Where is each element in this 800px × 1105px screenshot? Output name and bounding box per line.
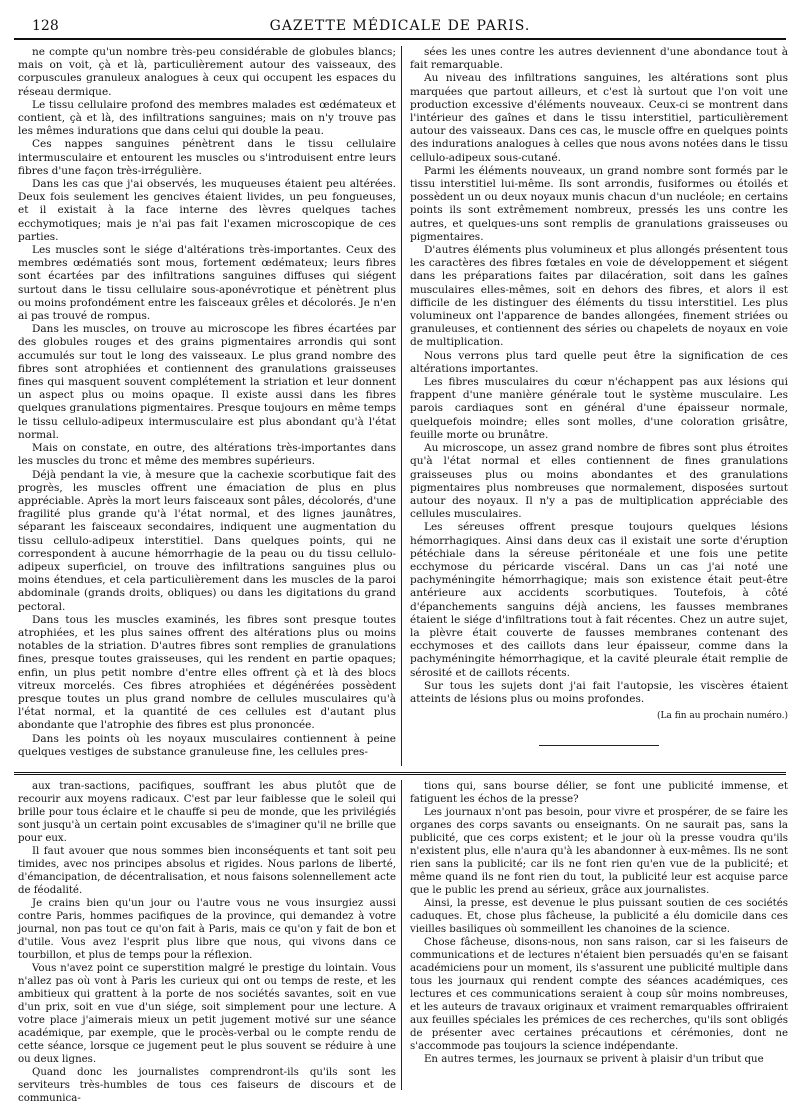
paragraph: Sur tous les sujets dont j'ai fait l'autopsie, les viscères étaient atteints de lésions plus ou moins profondes. — [410, 679, 788, 705]
paragraph: En autres termes, les journaux se privent à plaisir d'un tribut que — [424, 1054, 764, 1065]
paragraph: ne compte qu'un nombre très-peu considérable de globules blancs; mais on voit, çà et là, particulièrement autour des vaisseaux, des corpuscules granuleux analogues à ceux qui occupent les espaces du réseau dermique. — [18, 46, 396, 98]
feuilleton-right-column — [410, 780, 788, 1090]
paragraph: Nous verrons plus tard quelle peut être la signification de ces altérations importantes. — [410, 349, 788, 375]
paragraph: Dans les points où les noyaux musculaires contiennent à peine quelques vestiges de substance granuleuse fine, les cellules pres- — [18, 732, 396, 758]
paragraph: Chose fâcheuse, disons-nous, non sans raison, car si les faiseurs de communications et de lectures n'étaient bien persuadés qu'en se faisant académiciens pour un moment, ils s'assurent une publicité multiple dans tous les journaux qui rendent compte des séances académiques, ces lectures et ces communications seraient à coup sûr moins nombreuses, et les auteurs de travaux originaux et vraiment remarquables offriraient aux feuilles spéciales les prémices de ces recherches, qu'ils sont obligés de présenter avec certaines précautions et cérémonies, dont ne s'accommode pas toujours la science indépendante. — [410, 937, 788, 1052]
paragraph: Mais on constate, en outre, des altérations très-importantes dans les muscles du tronc et même des membres supérieurs. — [18, 442, 396, 468]
paragraph: Les journaux n'ont pas besoin, pour vivre et prospérer, de se faire les organes des corps savants ou enseignants. On ne saurait pas, sans la publicité, que ces corps existent; et le jour où la presse voudra qu'ils n'existent plus, elle n'aura qu'à les abandonner à eux-mêmes. Ils ne sont rien sans la publicité; car ils ne font rien qu'en vue de la publicité; et même quand ils ne font rien du tout, la publicité leur est acquise parce que le public les prend au sérieux, grâce aux journalistes. — [410, 807, 788, 896]
page-number: 128 — [32, 18, 59, 34]
feuilleton-divider — [14, 772, 786, 775]
paragraph: Parmi les éléments nouveaux, un grand nombre sont formés par le tissu interstitiel lui-même. Ils sont arrondis, fusiformes ou étoilés et possèdent un ou deux noyaux munis chacun d'un nucléole; en certains points ils sont extrêmement nombreux, pressés les uns contre les autres, et quelques-uns sont remplis de granulations graisseuses ou pigmentaires. — [410, 164, 788, 243]
feuilleton-left-column — [18, 780, 396, 1104]
article-left-column — [18, 46, 396, 766]
paragraph: Dans les cas que j'ai observés, les muqueuses étaient peu altérées. Deux fois seulement les gencives étaient livides, un peu fongueuses, et il existait à la face interne des lèvres quelques taches ecchymotiques; mais je n'ai pas fait l'examen microscopique de ces parties. — [18, 178, 396, 243]
paragraph: Dans les muscles, on trouve au microscope les fibres écartées par des globules rouges et des grains pigmentaires arrondis qui sont accumulés sur tout le long des vaisseaux. Le plus grand nombre des fibres sont atrophiées et contiennent des granulations graisseuses fines qui masquent souvent complétement la striation et leur donnent un aspect plus ou moins opaque. Il existe aussi dans les fibres quelques granulations pigmentaires. Presque toujours en même temps le tissu cellulo-adipeux intermusculaire est plus abondant qu'à l'état normal. — [18, 323, 396, 441]
paragraph: Vous n'avez point ce superstition malgré le prestige du lointain. Vous n'allez pas où vont à Paris les curieux qui ont ou temps de reste, et les ambitieux qui grattent à la porte de nos sociétés savantes, soit en vue d'un prix, soit en vue d'un siége, soit simplement pour une lecture. A votre place j'aimerais mieux un petit jugement motivé sur une séance académique, par exemple, que le procès-verbal ou le compte rendu de cette séance, lorsque ce jugement peut le plus souvent se réduire à une ou deux lignes. — [18, 963, 396, 1065]
column-divider — [401, 46, 402, 766]
paragraph: Les séreuses offrent presque toujours quelques lésions hémorrhagiques. Ainsi dans deux cas il existait une sorte d'éruption pétéchiale dans la séreuse péritonéale et une fois une petite ecchymose du péricarde viscéral. Dans un cas j'ai noté une pachyméningite hémorrhagique; mais son existence était peut-être antérieure aux accidents scorbutiques. Toutefois, à côté d'épanchements sanguins déjà anciens, les fausses membranes étaient le siége d'infiltrations tout à fait récentes. Chez un autre sujet, la plèvre était couverte de fausses membranes contenant des ecchymoses et des caillots dans leur épaisseur, comme dans la pachyméningite hémorrhagique, et la cavité pleurale était remplie de sérosité et de caillots récents. — [410, 521, 788, 679]
paragraph: Au niveau des infiltrations sanguines, les altérations sont plus marquées que partout ailleurs, et c'est là surtout que l'on voit une production excessive d'éléments nouveaux. Ceux-ci se montrent dans l'intérieur des gaînes et dans le tissu interstitiel, particulièrement autour des vaisseaux. Dans ces cas, le muscle offre en quelques points des indurations analogues à celles que nous avons notées dans le tissu cellulo-adipeux sous-cutané. — [410, 72, 788, 164]
paragraph: Ces nappes sanguines pénètrent dans le tissu cellulaire intermusculaire et entourent les muscles ou s'introduisent entre leurs fibres d'une façon très-irrégulière. — [18, 138, 396, 177]
paragraph: tions qui, sans bourse délier, se font une publicité immense, et fatiguent les échos de la presse? — [410, 781, 788, 805]
paragraph: Les muscles sont le siége d'altérations très-importantes. Ceux des membres œdématiés sont mous, fortement œdémateux; leurs fibres sont écartées par des infiltrations sanguines diffuses qui siégent surtout dans le tissu cellulaire sous-aponévrotique et pénètrent plus ou moins profondément entre les faisceaux grêles et décolorés. Je n'en ai pas trouvé de rompus. — [18, 244, 396, 323]
article-right-column — [410, 46, 788, 766]
end-rule — [539, 745, 659, 746]
feuilleton-column-divider — [401, 780, 402, 1090]
paragraph: Les fibres musculaires du cœur n'échappent pas aux lésions qui frappent d'une manière générale tout le système musculaire. Les parois cardiaques sont en général d'une épaisseur normale, quelquefois moindre; elles sont molles, d'une coloration grisâtre, feuille morte ou brunâtre. — [410, 376, 788, 441]
continuation-note: (La fin au prochain numéro.) — [656, 711, 788, 722]
article-body — [18, 46, 788, 766]
paragraph: Quand donc les journalistes comprendront-ils qu'ils sont les serviteurs très-humbles de tous ces faiseurs de discours et de communica- — [18, 1067, 396, 1104]
feuilleton — [18, 780, 788, 1104]
paragraph: D'autres éléments plus volumineux et plus allongés présentent tous les caractères des fibres fœtales en voie de développement et siégent dans les préparations faites par dilacération, soit dans les gaînes musculaires elles-mêmes, soit en dehors des fibres, et alors il est difficile de les distinguer des éléments du tissu interstitiel. Les plus volumineux ont l'apparence de bandes allongées, finement striées ou granuleuses, et contiennent des séries ou chapelets de noyaux en voie de multiplication. — [410, 244, 788, 349]
paragraph: Dans tous les muscles examinés, les fibres sont presque toutes atrophiées, et les plus saines offrent des altérations plus ou moins notables de la striation. D'autres fibres sont remplies de granulations fines, presque toutes graisseuses, qui les rendent en partie opaques; enfin, un plus petit nombre d'entre elles offrent çà et là des blocs vitreux morcelés. Ces fibres atrophiées et dégénérées possèdent presque toutes un plus grand nombre de cellules musculaires qu'à l'état normal, et la quantité de ces cellules est d'autant plus abondante que l'atrophie des fibres est plus prononcée. — [18, 613, 396, 732]
paragraph: Déjà pendant la vie, à mesure que la cachexie scorbutique fait des progrès, les muscles offrent une émaciation de plus en plus appréciable. Après la mort leurs faisceaux sont pâles, décolorés, d'une fragilité plus grande qu'à l'état normal, et des lignes jaunâtres, séparant les faisceaux secondaires, indiquent une augmentation du tissu cellulo-adipeux interstitiel. Dans quelques points, qui ne correspondent à aucune hémorrhagie de la peau ou du tissu cellulo-adipeux superficiel, on trouve des infiltrations sanguines plus ou moins étendues, et cela particulièrement dans les muscles de la paroi abdominale (grands droits, obliques) ou dans les digitations du grand pectoral. — [18, 468, 396, 613]
paragraph: Il faut avouer que nous sommes bien inconséquents et tant soit peu timides, avec nos principes absolus et rigides. Nous parlons de liberté, d'émancipation, de décentralisation, et nous faisons solennellement acte de féodalité. — [18, 846, 396, 896]
paragraph: Ainsi, la presse, est devenue le plus puissant soutien de ces sociétés caduques. Et, chose plus fâcheuse, la publicité a élu domicile dans ces vieilles basiliques où sommeillent les chanoines de la science. — [410, 898, 788, 935]
page-header — [14, 14, 786, 40]
paragraph: sées les unes contre les autres deviennent d'une abondance tout à fait remarquable. — [410, 46, 788, 72]
paragraph: Je crains bien qu'un jour ou l'autre vous ne vous insurgiez aussi contre Paris, hommes pacifiques de la province, qui demandez à votre journal, non pas tout ce qu'on fait à Paris, mais ce qu'on y fait de bon et d'utile. Vous avez l'esprit plus libre que nous, qui vivons dans ce tourbillon, et plus de temps pour la réflexion. — [18, 898, 396, 961]
paragraph: Le tissu cellulaire profond des membres malades est œdémateux et contient, çà et là, des infiltrations sanguines; mais on n'y trouve pas les mêmes indurations que dans celui qui double la peau. — [18, 98, 396, 138]
paragraph: Au microscope, un assez grand nombre de fibres sont plus étroites qu'à l'état normal et elles contiennent de fines granulations graisseuses plus ou moins abondantes et des granulations pigmentaires plus nombreuses que normalement, disposées surtout autour des noyaux. Il n'y a pas de multiplication appréciable des cellules musculaires. — [410, 442, 788, 521]
paragraph: aux tran-sactions, pacifiques, souffrant les abus plutôt que de recourir aux moyens radicaux. C'est par leur faiblesse que le soleil qui brille pour tous éclaire et le chauffe si peu de monde, que les privilégiés sont jusqu'à un certain point excusables de s'imaginer qu'il ne brille que pour eux. — [18, 781, 396, 844]
right-column-paragraphs — [410, 46, 788, 706]
journal-title: GAZETTE MÉDICALE DE PARIS. — [269, 18, 531, 34]
